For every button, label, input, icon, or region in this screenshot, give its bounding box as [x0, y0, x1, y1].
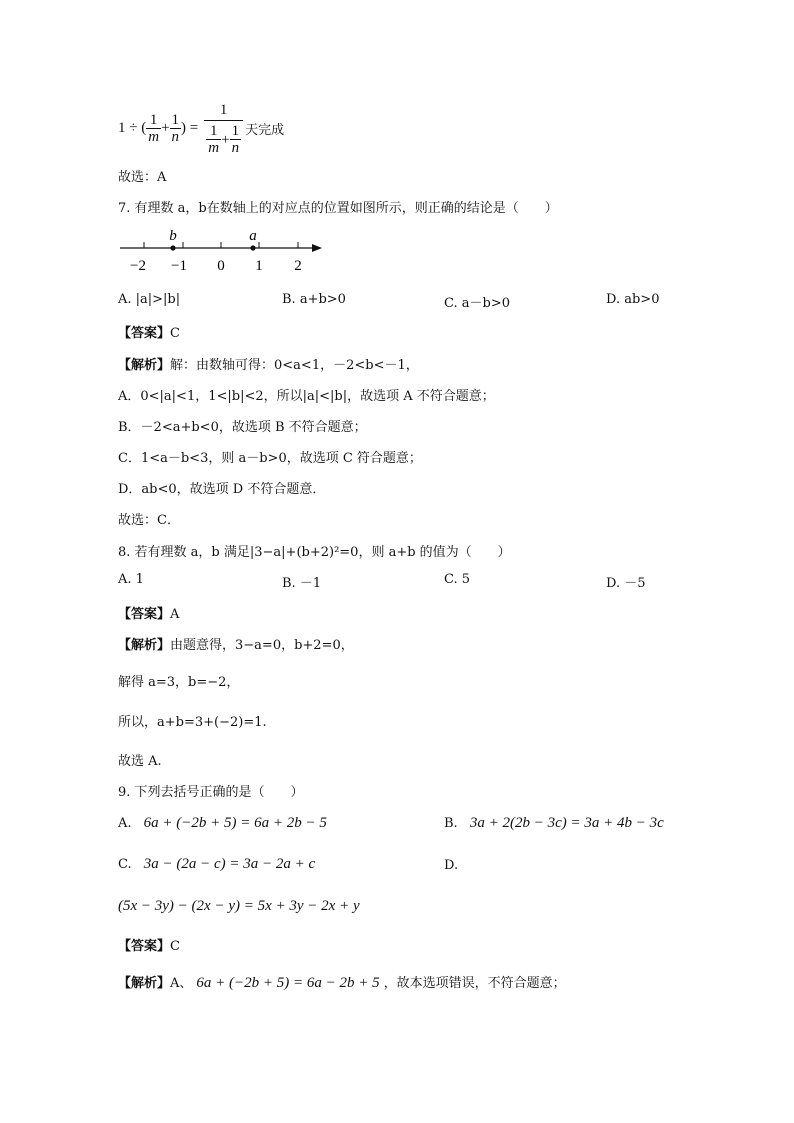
answer-value: A: [170, 607, 180, 622]
q9-option-a: A. 6a + (−2b + 5) = 6a + 2b − 5: [118, 815, 327, 831]
q7-choose: 故选：C．: [118, 513, 180, 528]
q7-analysis-intro: 【解析】解：由数轴可得：0<a<1，－2<b<－1，: [118, 358, 419, 373]
q7-answer: [118, 322, 180, 341]
inner-fraction-m: $\frac{1}{m}$: [208, 123, 220, 156]
q9-option-b: B. 3a + 2(2b − 3c) = 3a + 4b − 3c: [444, 815, 664, 831]
q8-option-a: A. 1: [118, 572, 144, 587]
inner-plus: +: [221, 131, 230, 148]
analysis-tag: 【解析】: [118, 976, 171, 991]
answer-value: C: [170, 326, 180, 341]
answer-tag: 【答案】: [118, 326, 171, 341]
q9-answer: [118, 935, 180, 954]
inner-fraction-n: $\frac{1}{n}$: [231, 123, 240, 156]
point-a: [250, 245, 255, 250]
q9-option-c: C. 3a − (2a − c) = 3a − 2a + c: [118, 856, 316, 872]
axis-arrow: [312, 244, 322, 252]
q7-analysis-c: C．1<a－b<3，则 a－b>0，故选项 C 符合题意；: [118, 451, 422, 466]
tick-label-0: 0: [217, 258, 225, 274]
tick-label-minus-2: −2: [130, 258, 146, 274]
q7-option-a: A. |a|>|b|: [118, 292, 181, 307]
formula-lead: 1 ÷ (: [118, 119, 147, 136]
formula-suffix: 天完成: [245, 122, 285, 138]
q9-option-d: (5x − 3y) − (2x − y) = 5x + 3y − 2x + y: [118, 898, 360, 914]
plus-sign: +: [161, 119, 170, 136]
q7-stem: 7. 有理数 a，b在数轴上的对应点的位置如图所示，则正确的结论是（ ）: [118, 201, 558, 216]
q8-choose: 故选 A.: [118, 754, 162, 769]
q7-analysis-a: A．0<|a|<1，1<|b|<2，所以|a|<|b|，故选项 A 不符合题意；: [118, 389, 495, 404]
answer-tag: 【答案】: [118, 939, 171, 954]
fraction-1-over-n: $\frac{1}{n}$: [171, 111, 180, 145]
compound-fraction: 1 $\frac{1}{m}$ + $\frac{1}{n}$: [204, 100, 243, 156]
analysis-tag: 【解析】: [118, 358, 171, 373]
q8-solve: 解得 a=3，b=−2，: [118, 675, 240, 690]
tick-label-1: 1: [255, 258, 263, 274]
q7-option-d: D. ab>0: [606, 292, 660, 307]
q7-analysis-d: D．ab<0，故选项 D 不符合题意．: [118, 482, 326, 497]
point-b: [170, 245, 175, 250]
q8-answer: [118, 603, 179, 622]
q9-stem: 9. 下列去括号正确的是（ ）: [118, 785, 304, 800]
intro-choose: 故选：A: [118, 170, 167, 185]
q8-option-d: D. －5: [606, 576, 646, 591]
formula-close-equals: ) =: [181, 119, 199, 136]
analysis-tag: 【解析】: [118, 638, 171, 653]
q9-option-d-label: D.: [444, 858, 459, 873]
q8-stem: 8. 若有理数 a，b 满足|3−a|+(b+2)²=0，则 a+b 的值为（ ）: [118, 545, 511, 560]
q7-analysis-b: B．－2<a+b<0，故选项 B 不符合题意；: [118, 420, 367, 435]
answer-value: C: [170, 939, 180, 954]
q7-number-line: [110, 224, 340, 276]
q8-option-b: B. －1: [282, 576, 322, 591]
q7-option-c: C. a－b>0: [444, 296, 510, 311]
tick-label-minus-1: −1: [171, 258, 187, 274]
q8-analysis-intro: 【解析】由题意得，3−a=0，b+2=0，: [118, 638, 354, 653]
tick-label-2: 2: [294, 258, 302, 274]
answer-tag: 【答案】: [118, 607, 171, 622]
q7-option-b: B. a+b>0: [282, 292, 346, 307]
q8-so: 所以，a+b=3+(−2)=1.: [118, 715, 267, 730]
intro-formula: [118, 96, 284, 160]
q9-analysis-a: 【解析】A、 6a + (−2b + 5) = 6a − 2b + 5 ，故本选项错误，不符合题意；: [118, 975, 566, 991]
point-a-label: a: [249, 228, 257, 244]
q8-option-c: C. 5: [444, 572, 471, 587]
point-b-label: b: [169, 228, 177, 244]
fraction-1-over-m: $\frac{1}{m}$: [148, 111, 160, 145]
